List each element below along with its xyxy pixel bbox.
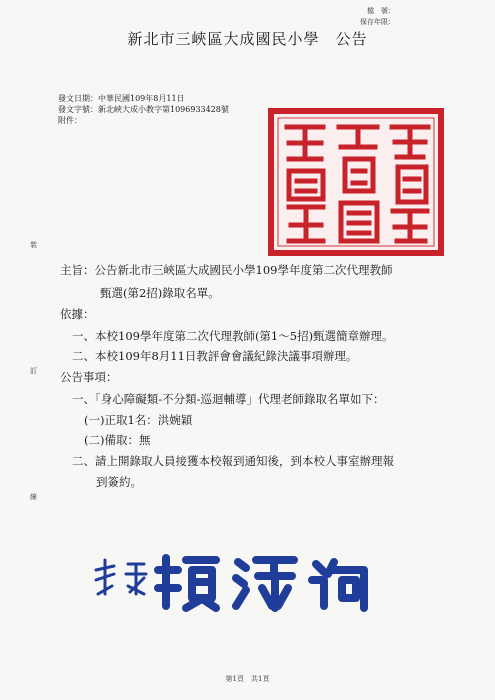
principal-signature-stamp-icon bbox=[88, 548, 408, 618]
binding-mark-top: 裝 bbox=[30, 241, 37, 249]
subject-line: 主旨：公告新北市三峽區大成國民小學109學年度第二次代理教師 bbox=[60, 263, 393, 277]
notice-item-1: 一、「身心障礙類-不分類-巡迴輔導」代理老師錄取名單如下： bbox=[72, 392, 385, 406]
document-number-value: 新北峽大成小教字第1096933428號 bbox=[98, 105, 229, 114]
issue-date-value: 中華民國109年8月11日 bbox=[98, 94, 185, 103]
file-number-label: 檔 號： bbox=[367, 7, 395, 15]
document-number bbox=[58, 104, 229, 115]
official-seal-icon bbox=[267, 107, 445, 257]
basis-item-2: 二、本校109年8月11日教評會會議紀錄決議事項辦理。 bbox=[72, 349, 358, 363]
page-counter: 第1頁 共1頁 bbox=[225, 675, 270, 683]
basis-item-1: 一、本校109學年度第二次代理教師(第1～5招)甄選簡章辦理。 bbox=[72, 329, 394, 343]
subject-continuation: 甄選(第2招)錄取名單。 bbox=[100, 286, 220, 300]
notice-heading: 公告事項： bbox=[60, 370, 118, 384]
attachment bbox=[58, 115, 229, 126]
page-title: 新北市三峽區大成國民小學 公告 bbox=[127, 30, 368, 48]
binding-mark-middle: 訂 bbox=[30, 367, 37, 375]
issue-date-label: 發文日期： bbox=[58, 94, 98, 103]
document-meta bbox=[58, 93, 229, 126]
notice-item-2-continuation: 到簽約。 bbox=[96, 475, 142, 489]
attachment-label: 附件： bbox=[58, 116, 82, 125]
notice-item-1-sub-1: (一)正取1名：洪婉穎 bbox=[84, 413, 193, 427]
issue-date bbox=[58, 93, 229, 104]
basis-heading: 依據： bbox=[60, 307, 95, 321]
notice-item-1-sub-2: (二)備取：無 bbox=[84, 433, 151, 447]
retention-label: 保存年限： bbox=[360, 18, 395, 26]
file-meta bbox=[360, 6, 395, 28]
notice-item-2: 二、請上開錄取人員接獲本校報到通知後，到本校人事室辦理報 bbox=[72, 454, 394, 468]
document-number-label: 發文字號： bbox=[58, 105, 98, 114]
binding-mark-bottom: 線 bbox=[30, 493, 37, 501]
